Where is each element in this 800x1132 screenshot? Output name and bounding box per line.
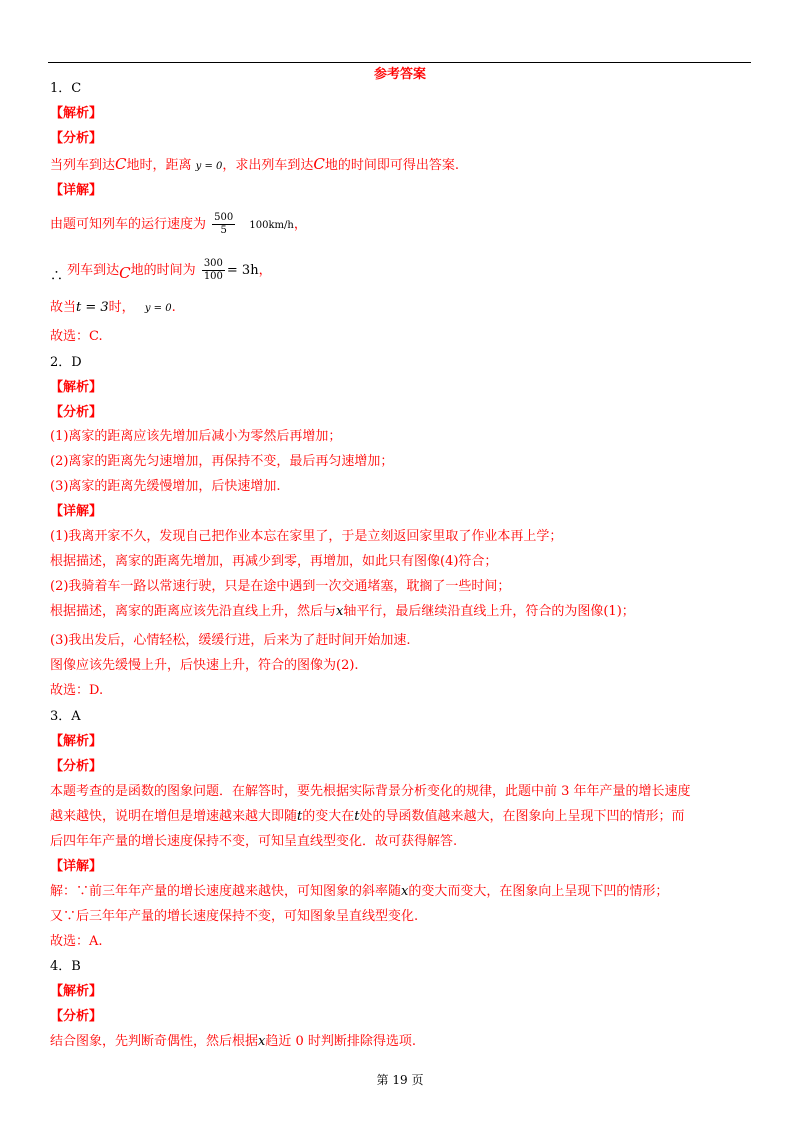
q3-answer: 3．A bbox=[50, 709, 81, 724]
q2-detail-1: (1)我离开家不久，发现自己把作业本忘在家里了，于是立刻返回家里取了作业本再上学； bbox=[50, 529, 563, 544]
q3-fenxi-3: 后四年年产量的增长速度保持不变，可知呈直线型变化．故可获得解答. bbox=[50, 834, 458, 849]
q4-fenxi: 【分析】 bbox=[50, 1009, 103, 1024]
q4-answer: 4．B bbox=[50, 959, 81, 974]
q3-choose: 故选：A. bbox=[50, 934, 103, 949]
q3-fenxi-2: 越来越快，说明在增但是增速越来越大即随t的变大在t处的导函数值越来越大，在图象向上呈现下凹的情形；而 bbox=[50, 809, 685, 824]
page-number: 第 19 页 bbox=[376, 1073, 424, 1087]
q1-fenxi-text: 当列车到达C地时，距离 y = 0，求出列车到达C地的时间即可得出答案. bbox=[50, 155, 460, 173]
q2-detail-3: (2)我骑着车一路以常速行驶，只是在途中遇到一次交通堵塞，耽搁了一些时间； bbox=[50, 579, 511, 594]
q4-jiexi: 【解析】 bbox=[50, 984, 103, 999]
q2-detail-5: (3)我出发后，心情轻松，缓缓行进，后来为了赶时间开始加速. bbox=[50, 633, 411, 648]
q3-detail-2: 又∵后三年年产量的增长速度保持不变，可知图象呈直线型变化. bbox=[50, 909, 419, 924]
q2-detail-6: 图像应该先缓慢上升，后快速上升，符合的图像为(2). bbox=[50, 658, 359, 673]
fraction-speed: $\frac{500}{5}$ bbox=[214, 212, 234, 236]
q2-detail-2: 根据描述，离家的距离先增加，再减少到零，再增加，如此只有图像(4)符合； bbox=[50, 554, 498, 569]
q1-detail-line2: ∴ 列车到达C地的时间为 $\frac{300}{100}$ = 3h， bbox=[50, 258, 272, 284]
fraction-time: $\frac{300}{100}$ bbox=[203, 258, 223, 282]
q1-jiexi: 【解析】 bbox=[50, 106, 103, 121]
page-title: 参考答案 bbox=[373, 67, 426, 82]
q2-choose: 故选：D. bbox=[50, 683, 104, 698]
q1-answer: 1．C bbox=[50, 81, 82, 96]
q3-jiexi: 【解析】 bbox=[50, 734, 103, 749]
q2-fenxi-3: (3)离家的距离先缓慢增加，后快速增加. bbox=[50, 479, 281, 494]
q2-fenxi: 【分析】 bbox=[50, 405, 103, 420]
q1-fenxi: 【分析】 bbox=[50, 131, 103, 146]
q3-fenxi-1: 本题考查的是函数的图象问题．在解答时，要先根据实际背景分析变化的规律，此题中前 3 年年产量的增长速度 bbox=[50, 784, 691, 799]
q1-choose: 故选：C. bbox=[50, 329, 103, 344]
q4-fenxi-1: 结合图象，先判断奇偶性，然后根据x趋近 0 时判断排除得选项. bbox=[50, 1034, 417, 1049]
q3-xiangjie: 【详解】 bbox=[50, 859, 103, 874]
q2-jiexi: 【解析】 bbox=[50, 380, 103, 395]
q2-fenxi-1: (1)离家的距离应该先增加后减小为零然后再增加； bbox=[50, 429, 342, 444]
q1-xiangjie: 【详解】 bbox=[50, 183, 103, 198]
q1-detail-line1: 由题可知列车的运行速度为 $\frac{500}{5}$ 100km/h， bbox=[50, 212, 307, 236]
q2-answer: 2．D bbox=[50, 355, 82, 370]
q1-detail-line3: 故当t = 3时， y = 0. bbox=[50, 300, 176, 315]
q3-fenxi: 【分析】 bbox=[50, 759, 103, 774]
q2-xiangjie: 【详解】 bbox=[50, 504, 103, 519]
q2-fenxi-2: (2)离家的距离先匀速增加，再保持不变，最后再匀速增加； bbox=[50, 454, 394, 469]
q3-detail-1: 解：∵前三年年产量的增长速度越来越快，可知图象的斜率随x的变大而变大，在图象向上呈现下凹的情形； bbox=[50, 884, 669, 899]
q2-detail-4: 根据描述，离家的距离应该先沿直线上升，然后与x轴平行，最后继续沿直线上升，符合的为图像(1)； bbox=[50, 604, 635, 619]
